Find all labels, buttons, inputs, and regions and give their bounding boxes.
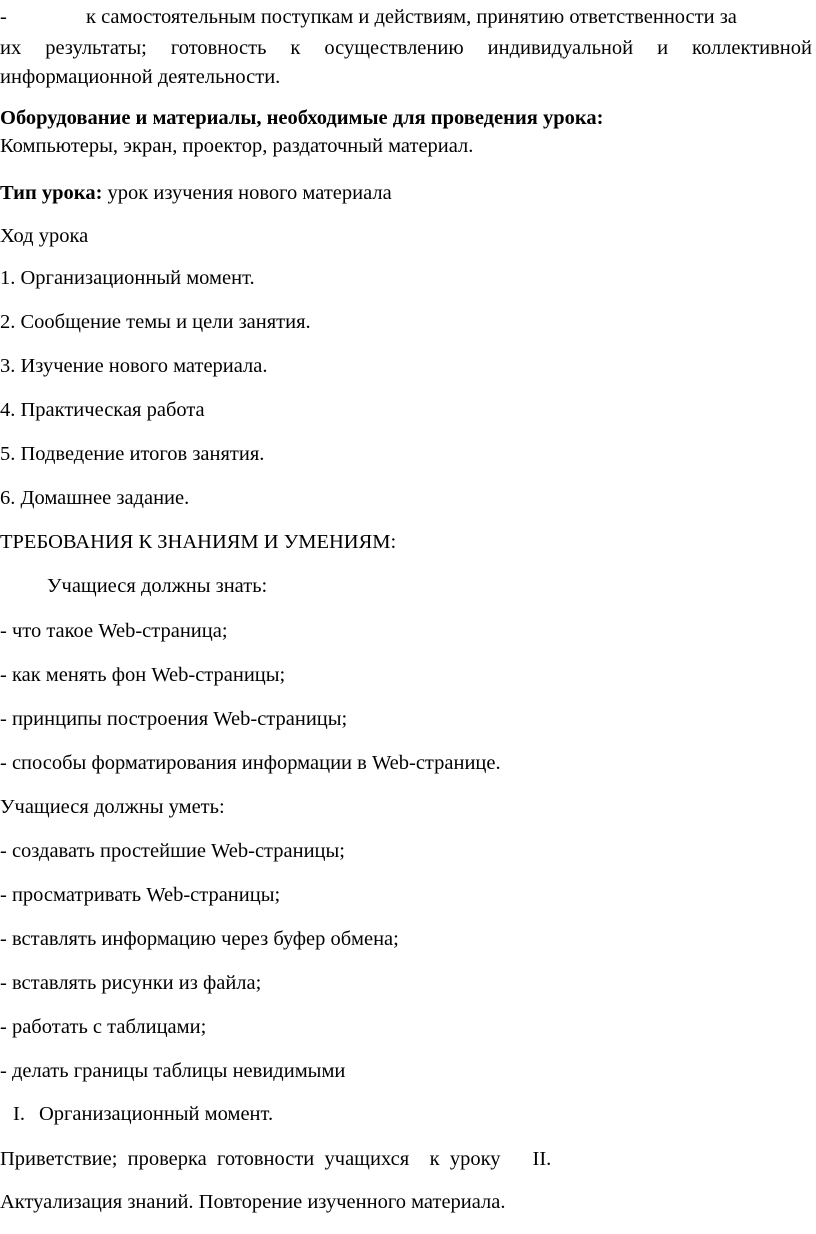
greeting-text: Приветствие; проверка готовности учащихся к уроку [0, 1148, 501, 1170]
equipment-label: Оборудование и материалы, необходимые для проведения урока: [0, 107, 604, 129]
requirements-heading: ТРЕБОВАНИЯ К ЗНАНИЯМ И УМЕНИЯМ: [0, 531, 397, 553]
intro-text-1: к самостоятельным поступкам и действиям, принятию ответственности за [86, 6, 737, 28]
course-step: 3. Изучение нового материала. [0, 355, 268, 377]
intro-line-1 [0, 4, 737, 30]
equipment-text: Компьютеры, экран, проектор, раздаточный материал. [0, 135, 474, 157]
can-item: - делать границы таблицы невидимыми [0, 1060, 346, 1082]
greeting-line [0, 1146, 551, 1172]
list-dash: - [0, 6, 7, 28]
stage-1-heading [13, 1101, 273, 1127]
know-heading: Учащиеся должны знать: [47, 575, 268, 597]
know-item: - принципы построения Web-страницы; [0, 708, 348, 730]
intro-line-3: информационной деятельности. [0, 66, 281, 88]
course-step: 2. Сообщение темы и цели занятия. [0, 311, 311, 333]
know-item: - как менять фон Web-страницы; [0, 664, 286, 686]
course-step: 4. Практическая работа [0, 399, 205, 421]
lesson-type [0, 180, 392, 206]
actualization-line: Актуализация знаний. Повторение изученного материала. [0, 1191, 506, 1213]
intro-line-2: их результаты; готовность к осуществлению индивидуальной и коллективной [0, 37, 812, 59]
course-title: Ход урока [0, 225, 89, 247]
can-item: - создавать простейшие Web-страницы; [0, 840, 345, 862]
can-item: - вставлять информацию через буфер обмена; [0, 928, 399, 950]
stage-2-numeral: II. [532, 1148, 552, 1170]
stage-1-title: Организационный момент. [38, 1103, 274, 1125]
course-step: 6. Домашнее задание. [0, 487, 190, 509]
stage-1-numeral: I. [13, 1103, 25, 1125]
lesson-type-text: урок изучения нового материала [102, 182, 392, 204]
course-step: 1. Организационный момент. [0, 267, 255, 289]
can-item: - просматривать Web-страницы; [0, 884, 281, 906]
can-item: - вставлять рисунки из файла; [0, 972, 262, 994]
know-item: - способы форматирования информации в Web-странице. [0, 752, 501, 774]
can-heading: Учащиеся должны уметь: [0, 796, 225, 818]
can-item: - работать с таблицами; [0, 1016, 207, 1038]
course-step: 5. Подведение итогов занятия. [0, 443, 265, 465]
lesson-type-label: Тип урока: [0, 182, 103, 204]
know-item: - что такое Web-страница; [0, 620, 228, 642]
